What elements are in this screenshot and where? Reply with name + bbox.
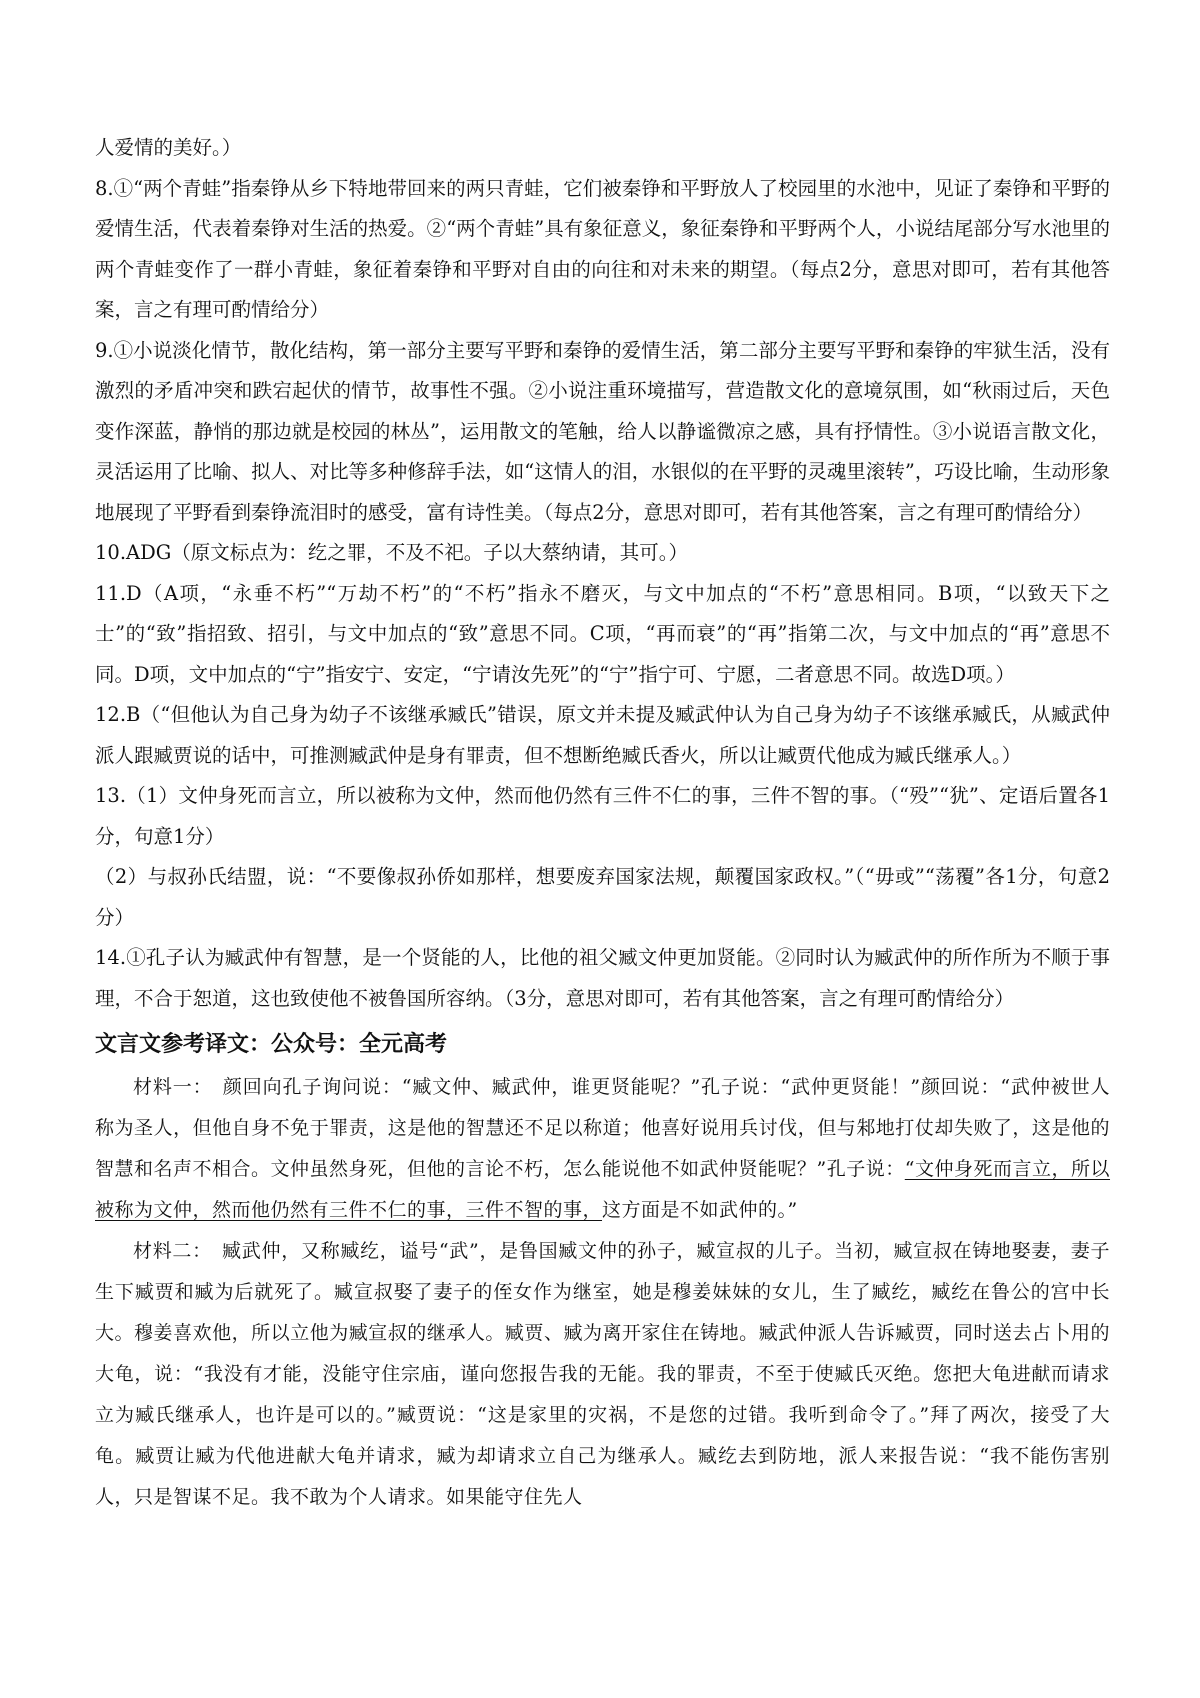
material-1-translation [95, 1067, 1110, 1231]
material-1-underlined-text: “文仲身死而言立，所以被称为文仲，然而他仍然有三件不仁的事，三件不智的事， [95, 1158, 1111, 1221]
answer-10: 10.ADG（原文标点为：纥之罪，不及不祀。子以大蔡纳请，其可。） [95, 541, 689, 564]
translation-heading: 文言文参考译文：公众号：全元高考 [95, 1032, 448, 1057]
answer-14: 14.①孔子认为臧武仲有智慧，是一个贤能的人，比他的祖父臧文仲更加贤能。②同时认为臧武仲的所作所为不顺于事理，不合于恕道，这也致使他不被鲁国所容纳。（3分，意思对即可，若有其他答案，言之有理可酌情给分） [95, 946, 1110, 1010]
answer-13-part2: （2）与叔孙氏结盟，说：“不要像叔孙侨如那样，想要废弃国家法规，颠覆国家政权。”（“毋或”“荡覆”各1分，句意2分） [95, 865, 1110, 929]
material-2-translation: 材料二： 臧武仲，又称臧纥，谥号“武”，是鲁国臧文仲的孙子，臧宣叔的儿子。当初，臧宣叔在铸地娶妻，妻子生下臧贾和臧为后就死了。臧宣叔娶了妻子的侄女作为继室，她是穆姜妹妹的女儿，生了臧纥，臧纥在鲁公的宫中长大。穆姜喜欢他，所以立他为臧宣叔的继承人。臧贾、臧为离开家住在铸地。臧武仲派人告诉臧贾，同时送去占卜用的大龟，说：“我没有才能，没能守住宗庙，谨向您报告我的无能。我的罪责，不至于使臧氏灭绝。您把大龟进献而请求立为臧氏继承人，也许是可以的。”臧贾说：“这是家里的灾祸，不是您的过错。我听到命令了。”拜了两次，接受了大龟。臧贾让臧为代他进献大龟并请求，臧为却请求立自己为继承人。臧纥去到防地，派人来报告说：“我不能伤害别人，只是智谋不足。我不敢为个人请求。如果能守住先人 [95, 1240, 1110, 1508]
answer-8: 8.①“两个青蛙”指秦铮从乡下特地带回来的两只青蛙，它们被秦铮和平野放人了校园里的水池中，见证了秦铮和平野的爱情生活，代表着秦铮对生活的热爱。②“两个青蛙”具有象征意义，象征秦铮和平野两个人，小说结尾部分写水池里的两个青蛙变作了一群小青蛙，象征着秦铮和平野对自由的向往和对未来的期望。（每点2分，意思对即可，若有其他答案，言之有理可酌情给分） [95, 176, 1110, 321]
answer-13-part1: 13.（1）文仲身死而言立，所以被称为文仲，然而他仍然有三件不仁的事，三件不智的事。（“殁”“犹”、定语后置各1分，句意1分） [95, 784, 1110, 848]
material-1-text-end: 这方面是不如武仲的。” [602, 1199, 798, 1221]
document-page [95, 128, 1110, 1518]
answer-12: 12.B（“但他认为自己身为幼子不该继承臧氏”错误，原文并未提及臧武仲认为自己身为幼子不该继承臧氏，从臧武仲派人跟臧贾说的话中，可推测臧武仲是身有罪责，但不想断绝臧氏香火，所以让臧贾代他成为臧氏继承人。） [95, 703, 1110, 767]
answer-9: 9.①小说淡化情节，散化结构，第一部分主要写平野和秦铮的爱情生活，第二部分主要写平野和秦铮的牢狱生活，没有激烈的矛盾冲突和跌宕起伏的情节，故事性不强。②小说注重环境描写，营造散文化的意境氛围，如“秋雨过后，天色变作深蓝，静悄的那边就是校园的林丛”，运用散文的笔触，给人以静谧微凉之感，具有抒情性。③小说语言散文化，灵活运用了比喻、拟人、对比等多种修辞手法，如“这情人的泪，水银似的在平野的灵魂里滚转”，巧设比喻，生动形象地展现了平野看到秦铮流泪时的感受，富有诗性美。（每点2分，意思对即可，若有其他答案，言之有理可酌情给分） [95, 338, 1110, 524]
material-1-text: 材料一： 颜回向孔子询问说：“臧文仲、臧武仲，谁更贤能呢？”孔子说：“武仲更贤能！”颜回说：“武仲被世人称为圣人，但他自身不免于罪责，这是他的智慧还不足以称道；他喜好说用兵讨伐，但与邾地打仗却失败了，这是他的智慧和名声不相合。文仲虽然身死，但他的言论不朽，怎么能说他不如武仲贤能呢？”孔子说： [95, 1076, 1110, 1180]
answer-7-tail: 人爱情的美好。） [95, 136, 242, 159]
answer-11: 11.D（A项，“永垂不朽”“万劫不朽”的“不朽”指永不磨灭，与文中加点的“不朽”意思相同。B项，“以致天下之士”的“致”指招致、招引，与文中加点的“致”意思不同。C项，“再而衰”的“再”指第二次，与文中加点的“再”意思不同。D项，文中加点的“宁”指安宁、安定，“宁请汝先死”的“宁”指宁可、宁愿，二者意思不同。故选D项。） [95, 581, 1110, 686]
